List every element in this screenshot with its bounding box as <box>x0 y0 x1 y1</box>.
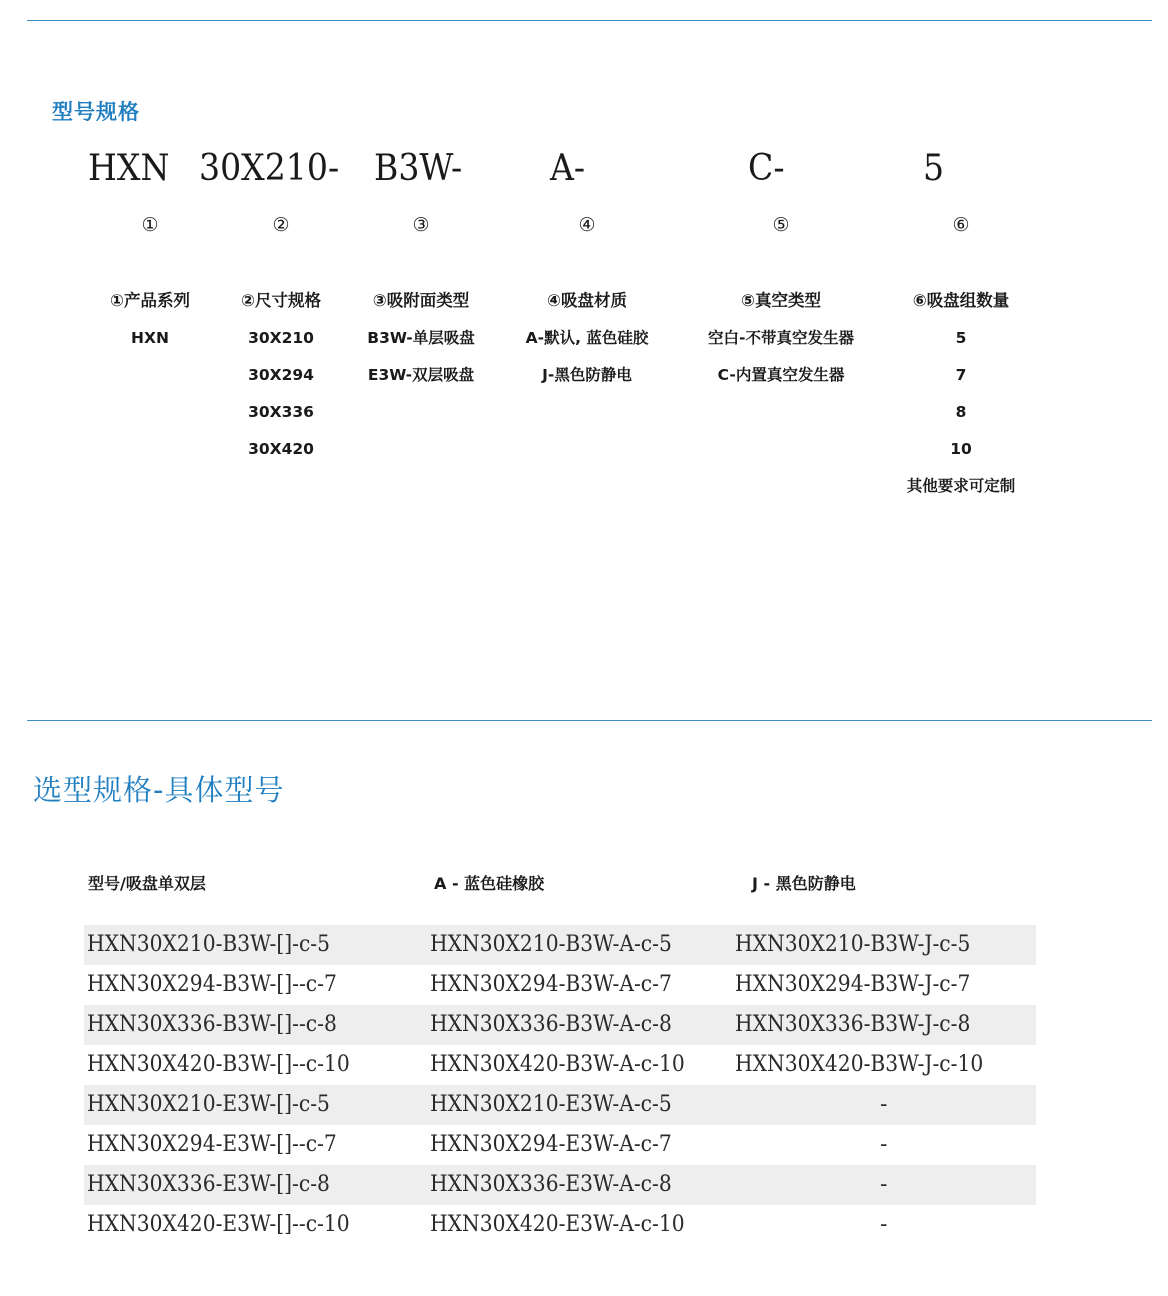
spec-column-header: ③吸附面类型 <box>372 291 470 310</box>
top-divider <box>27 20 1152 21</box>
table-cell: HXN30X420-B3W-A-c-10 <box>430 1052 685 1077</box>
spec-column-vacuum <box>681 288 881 399</box>
table-cell: HXN30X210-B3W-[]-c-5 <box>87 932 331 957</box>
table-cell: HXN30X336-B3W-[]--c-8 <box>87 1012 337 1037</box>
code-part-size: 30X210- <box>199 148 340 189</box>
spec-column-header: ⑥吸盘组数量 <box>912 291 1010 310</box>
table-row <box>84 1005 1036 1045</box>
section-divider <box>27 720 1152 721</box>
marker-4: ④ <box>578 214 596 236</box>
spec-option: 30X294 <box>248 366 314 384</box>
table-cell: HXN30X294-B3W-J-c-7 <box>735 972 971 997</box>
spec-column-count <box>861 288 1061 510</box>
code-part-count: 5 <box>923 148 945 189</box>
table-cell-empty: - <box>880 1212 888 1237</box>
table-row <box>84 1125 1036 1165</box>
table-cell: HXN30X420-E3W-[]--c-10 <box>87 1212 350 1237</box>
table-cell: HXN30X294-E3W-A-c-7 <box>430 1132 672 1157</box>
spec-column-header: ④吸盘材质 <box>547 291 627 310</box>
table-cell: HXN30X210-E3W-A-c-5 <box>430 1092 672 1117</box>
spec-column-header: ⑤真空类型 <box>741 291 821 310</box>
table-row <box>84 1085 1036 1125</box>
spec-option: 10 <box>950 440 972 458</box>
code-part-surface: B3W- <box>374 148 463 189</box>
table-cell: HXN30X336-B3W-A-c-8 <box>430 1012 672 1037</box>
table-cell: HXN30X294-B3W-[]--c-7 <box>87 972 337 997</box>
code-part-material: A- <box>550 148 586 189</box>
spec-column-header: ①产品系列 <box>110 291 190 310</box>
section-title-model-list: 选型规格-具体型号 <box>33 773 285 807</box>
table-header-blue-silicone: A - 蓝色硅橡胶 <box>434 874 545 893</box>
table-cell: HXN30X420-B3W-J-c-10 <box>735 1052 984 1077</box>
table-cell: HXN30X336-B3W-J-c-8 <box>735 1012 971 1037</box>
table-row <box>84 1165 1036 1205</box>
spec-option: 空白-不带真空发生器 <box>708 329 854 347</box>
table-cell: HXN30X420-E3W-A-c-10 <box>430 1212 685 1237</box>
spec-option: 8 <box>955 403 967 421</box>
marker-2: ② <box>272 214 290 236</box>
table-header-black-antistatic: J - 黑色防静电 <box>752 874 856 893</box>
section-title-model-spec: 型号规格 <box>52 100 140 124</box>
spec-option: HXN <box>131 329 169 347</box>
spec-option: J-黑色防静电 <box>542 366 632 384</box>
table-cell-empty: - <box>880 1092 888 1117</box>
marker-5: ⑤ <box>772 214 790 236</box>
spec-option: 30X210 <box>248 329 314 347</box>
spec-option: A-默认, 蓝色硅胶 <box>525 329 649 347</box>
table-cell: HXN30X294-E3W-[]--c-7 <box>87 1132 337 1157</box>
table-cell-empty: - <box>880 1172 888 1197</box>
model-table <box>84 925 1036 1245</box>
spec-option: E3W-双层吸盘 <box>367 366 475 384</box>
table-row <box>84 1205 1036 1245</box>
table-cell: HXN30X420-B3W-[]--c-10 <box>87 1052 350 1077</box>
table-cell: HXN30X210-B3W-J-c-5 <box>735 932 971 957</box>
table-cell: HXN30X294-B3W-A-c-7 <box>430 972 672 997</box>
spec-column-header: ②尺寸规格 <box>241 291 321 310</box>
spec-option: 30X420 <box>248 440 314 458</box>
table-cell: HXN30X336-E3W-A-c-8 <box>430 1172 672 1197</box>
code-part-vacuum: C- <box>748 148 785 189</box>
table-cell: HXN30X336-E3W-[]-c-8 <box>87 1172 330 1197</box>
marker-6: ⑥ <box>952 214 970 236</box>
table-row <box>84 965 1036 1005</box>
spec-option: 其他要求可定制 <box>906 477 1016 495</box>
spec-column-material <box>487 288 687 399</box>
table-header-model: 型号/吸盘单双层 <box>88 874 206 893</box>
table-row <box>84 1045 1036 1085</box>
code-part-series: HXN <box>88 148 170 189</box>
spec-option: C-内置真空发生器 <box>717 366 845 384</box>
spec-option: B3W-单层吸盘 <box>367 329 475 347</box>
table-cell: HXN30X210-B3W-A-c-5 <box>430 932 672 957</box>
spec-option: 5 <box>955 329 967 347</box>
spec-option: 7 <box>955 366 967 384</box>
marker-1: ① <box>141 214 159 236</box>
spec-option: 30X336 <box>248 403 314 421</box>
table-row <box>84 925 1036 965</box>
table-cell: HXN30X210-E3W-[]-c-5 <box>87 1092 330 1117</box>
table-cell-empty: - <box>880 1132 888 1157</box>
marker-3: ③ <box>412 214 430 236</box>
